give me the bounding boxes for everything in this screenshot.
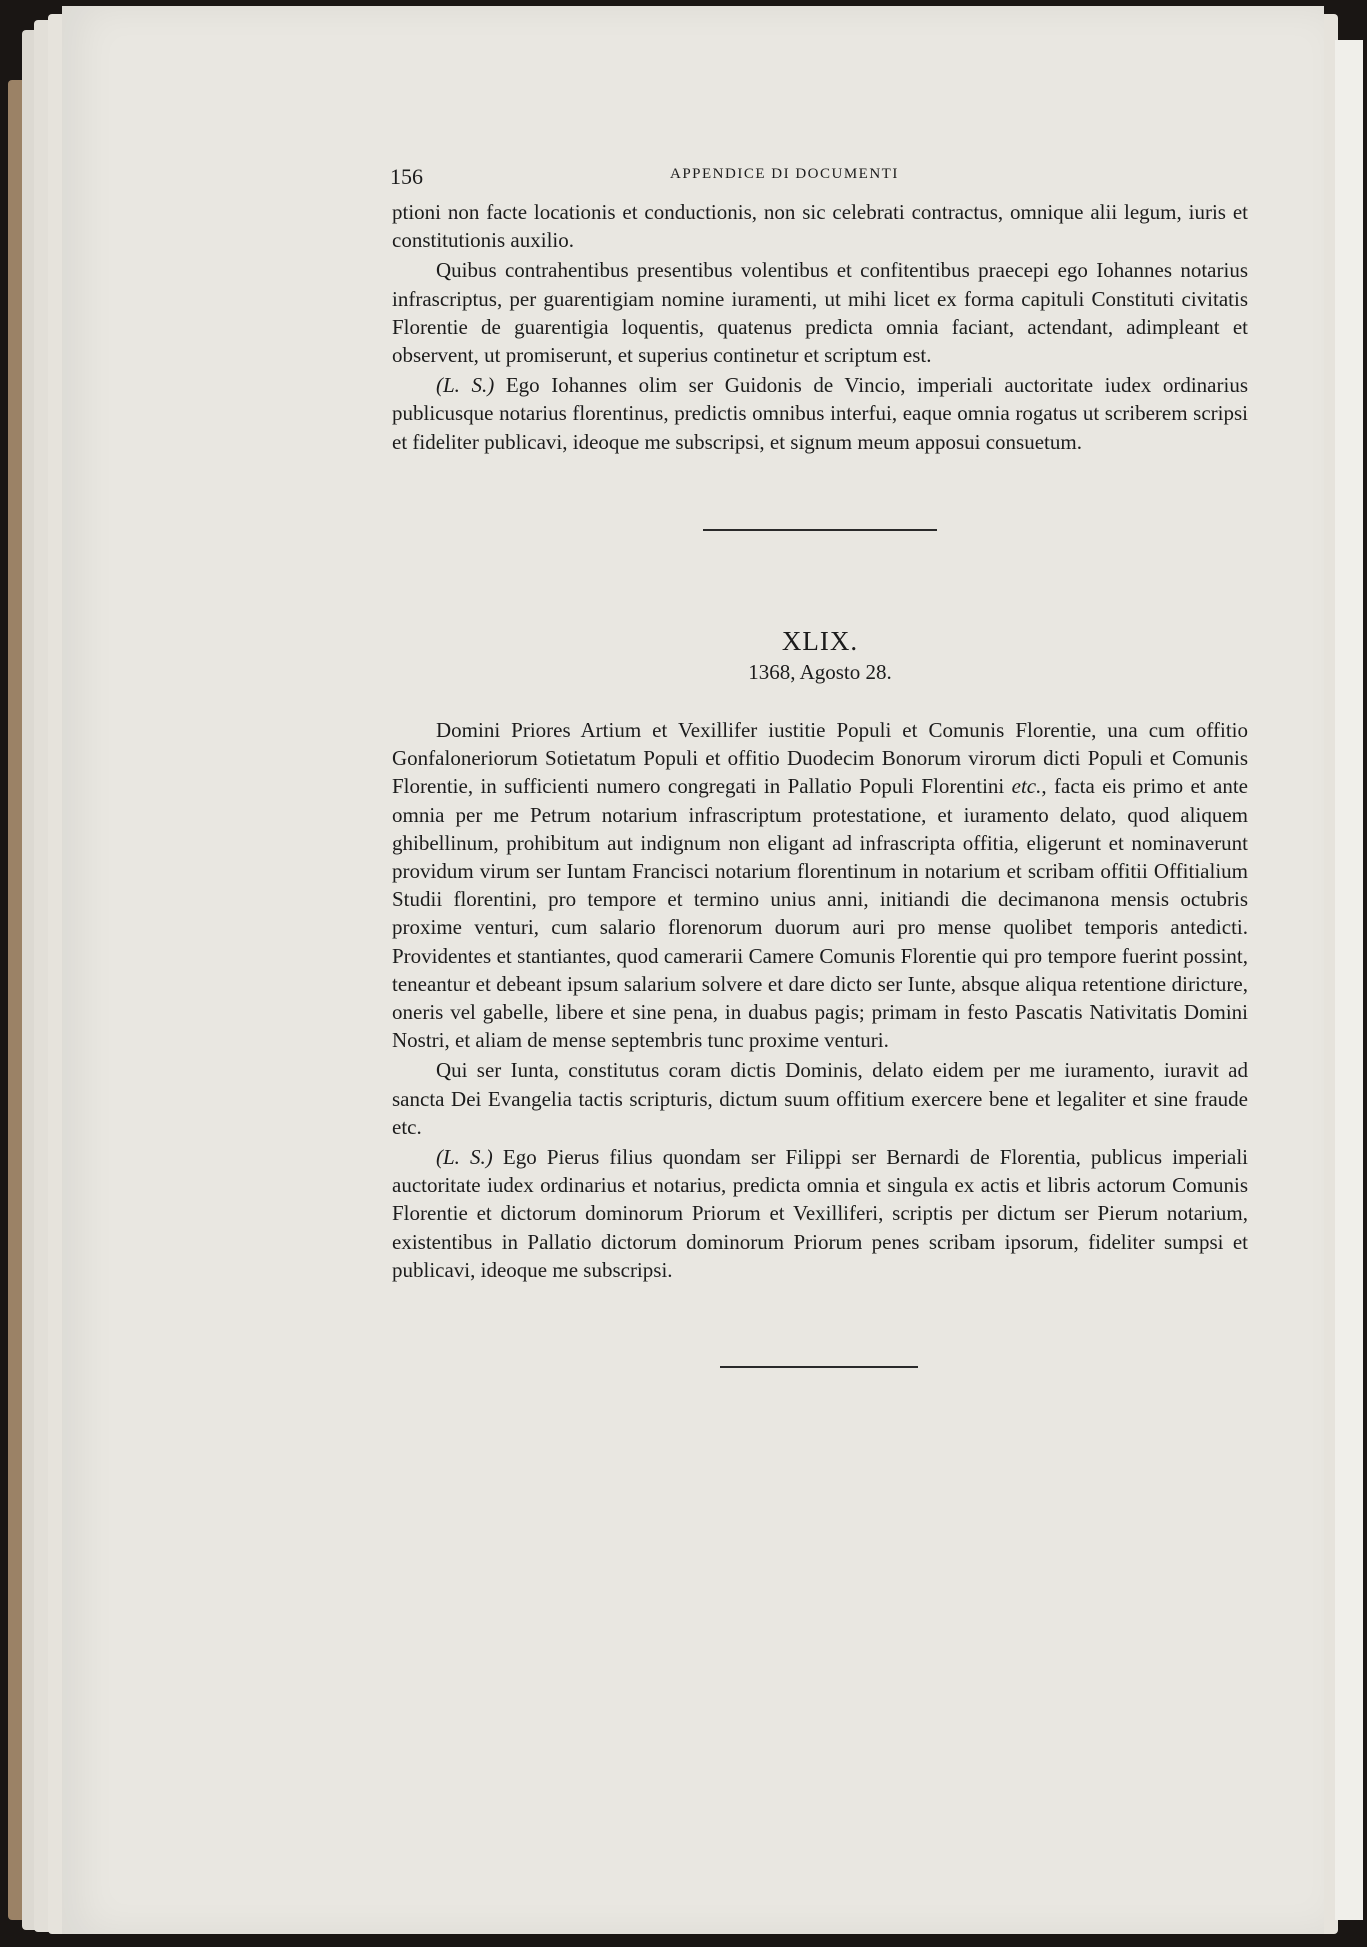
running-title: APPENDICE DI DOCUMENTI (670, 166, 899, 182)
paragraph: Quibus contrahentibus presentibus volentibus et confitentibus praecepi ego Iohannes notarius infrascriptus, per guarentigiam nomine iuramenti, ut mihi licet ex forma capituli Constituti civitatis Florentie de guarentigia loquentis, quatenus predicta omnia faciant, actendant, adimpleant et observent, ut promiserunt, et superius continetur et scriptum est. (392, 258, 1248, 368)
paragraph: ptioni non facte locationis et conductionis, non sic celebrati contractus, omnique alii legum, iuris et constitutionis auxilio. (392, 200, 1248, 253)
document-number: XLIX. (781, 626, 859, 656)
section-divider (703, 529, 937, 531)
signature-text: Ego Pierus filius quondam ser Filippi ser Bernardi de Florentia, publicus imperiali auctoritate iudex ordinarius et notarius, predicta omnia et singula ex actis et libris actorum Comunis Florentie et dictorum dominorum Priorum et Vexilliferi, scriptis per dictum ser Pierum notarium, existentibus in Pallatio dictorum dominorum Priorum penes scribam ipsorum, fideliter sumpsi et publicavi, ideoque me subscripsi. (392, 1145, 1249, 1282)
signum-tabellionis: (L. S.) (436, 373, 495, 398)
document-date: 1368, Agosto 28. (748, 660, 892, 684)
document-text (392, 716, 1248, 1284)
paragraph: Qui ser Iunta, constitutus coram dictis Dominis, delato eidem per me iuramento, iuravit ad sancta Dei Evangelia tactis scripturis, dictum suum offitium exercere bene et legaliter et sine fraude etc. (392, 1058, 1248, 1139)
facing-page-edge (1335, 40, 1363, 1920)
paragraph-text: Domini Priores Artium et Vexillifer iustitie Populi et Comunis Florentie, una cum offitio Gonfaloneriorum Sotietatum Populi et offitio Duodecim Bonorum virorum dicti Populi et Comunis Florentie, in sufficienti numero congregati in Pallatio Populi Florentini (392, 718, 1248, 799)
section-divider (720, 1366, 918, 1368)
paragraph (392, 716, 1248, 1054)
abbreviation: etc. (1011, 774, 1042, 799)
paragraph-text: , facta eis primo et ante omnia per me Petrum notarium infrascriptum protestatione, et iuramento delato, quod aliquem ghibellinum, prohibitum aut indignum non eligant ad infrascripta offitia, eligerunt et nominaverunt providum virum ser Iuntam Francisci notarium florentinum in notarium et scribam offitii Offitialium Studii florentini, pro tempore et termino unius anni, initiandi die decimanona mensis octubris proxime venturi, cum salario florenorum duorum auri pro mense quolibet temporis antedicti. Providentes et stantiantes, quod camerarii Camere Comunis Florentie qui pro tempore fuerint possint, teneantur et debeant ipsum salarium solvere et dare dicto ser Iunte, absque aliqua retentione diricture, oneris vel gabelle, libere et sine pena, in duabus pagis; primam in festo Pascatis Nativitatis Domini Nostri, et aliam de mense septembris tunc proxime venturi. (392, 774, 1248, 1053)
signum-tabellionis: (L. S.) (436, 1145, 493, 1170)
notary-signature (392, 1143, 1248, 1284)
notary-signature (392, 371, 1248, 456)
previous-document-text (392, 198, 1248, 456)
page-number: 156 (390, 164, 423, 189)
signature-text: Ego Iohannes olim ser Guidonis de Vincio, imperiali auctoritate iudex ordinarius publicusque notarius florentinus, predictis omnibus interfui, eaque omnia rogatus ut scriberem scripsi et fideliter publicavi, ideoque me subscripsi, et signum meum apposui consuetum. (392, 373, 1248, 454)
running-head (390, 164, 1250, 192)
